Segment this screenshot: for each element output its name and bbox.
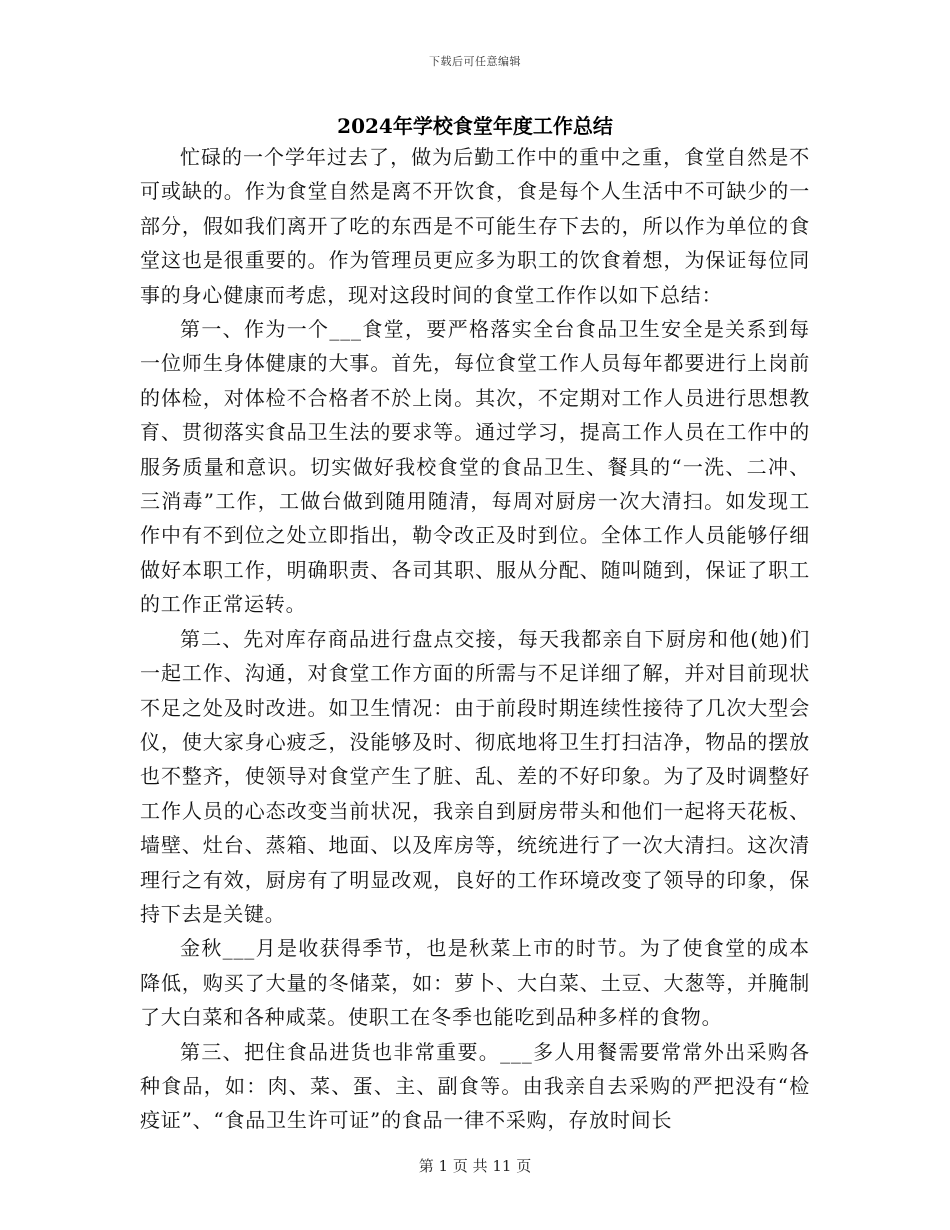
- document-body: [140, 140, 810, 1138]
- document-title: 2024年学校食堂年度工作总结: [337, 114, 613, 138]
- paragraph-second-point: 第二、先对库存商品进行盘点交接，每天我都亲自下厨房和他(她)们一起工作、沟通，对食堂工作方面的所需与不足详细了解，并对目前现状不足之处及时改进。如卫生情况：由于前段时期连续性接待了几次大型会仪，使大家身心疲乏，没能够及时、彻底地将卫生打扫洁净，物品的摆放也不整齐，使领导对食堂产生了脏、乱、差的不好印象。为了及时调整好工作人员的心态改变当前状况，我亲自到厨房带头和他们一起将天花板、墙壁、灶台、蒸箱、地面、以及库房等，统统进行了一次大清扫。这次清理行之有效，厨房有了明显改观，良好的工作环境改变了领导的印象，保持下去是关键。: [140, 626, 810, 926]
- paragraph-third-point: 第三、把住食品进货也非常重要。___多人用餐需要常常外出采购各种食品，如：肉、菜、蛋、主、副食等。由我亲自去采购的严把没有“检疫证”、“食品卫生许可证”的食品一律不采购，存放时间长: [140, 1039, 810, 1133]
- paragraph-first-point: 第一、作为一个___食堂，要严格落实全台食品卫生安全是关系到每一位师生身体健康的大事。首先，每位食堂工作人员每年都要进行上岗前的体检，对体检不合格者不於上岗。其次，不定期对工作人员进行思想教育、贯彻落实食品卫生法的要求等。通过学习，提高工作人员在工作中的服务质量和意识。切实做好我校食堂的食品卫生、餐具的“一洗、二冲、三消毒”工作，工做台做到随用随清，每周对厨房一次大清扫。如发现工作中有不到位之处立即指出，勒令改正及时到位。全体工作人员能够仔细做好本职工作，明确职责、各司其职、服从分配、随叫随到，保证了职工的工作正常运转。: [140, 317, 810, 617]
- paragraph-autumn: 金秋___月是收获得季节，也是秋菜上市的时节。为了使食堂的成本降低，购买了大量的冬储菜，如：萝卜、大白菜、土豆、大葱等，并腌制了大白菜和各种咸菜。使职工在冬季也能吃到品种多样的食物。: [140, 936, 810, 1030]
- page-indicator: 第 1 页 共 11 页: [418, 1157, 532, 1175]
- header-note: 下载后可任意编辑: [429, 55, 521, 68]
- paragraph-intro: 忙碌的一个学年过去了，做为后勤工作中的重中之重，食堂自然是不可或缺的。作为食堂自然是离不开饮食，食是每个人生活中不可缺少的一部分，假如我们离开了吃的东西是不可能生存下去的，所以作为单位的食堂这也是很重要的。作为管理员更应多为职工的饮食着想，为保证每位同事的身心健康而考虑，现对这段时间的食堂工作作以如下总结：: [140, 145, 810, 307]
